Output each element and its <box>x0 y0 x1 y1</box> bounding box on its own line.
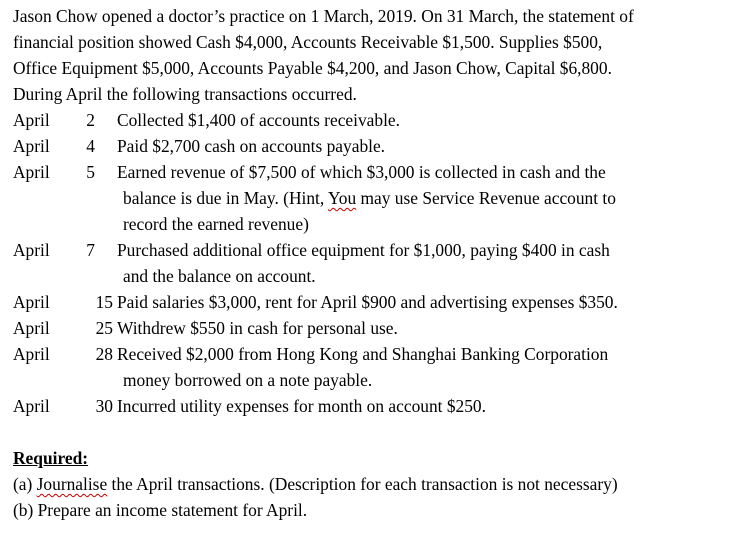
transaction-description: Collected $1,400 of accounts receivable. <box>117 110 400 130</box>
required-item-b: (b) Prepare an income statement for April. <box>13 500 308 520</box>
transaction-month: April <box>13 318 50 338</box>
intro-line-1: Jason Chow opened a doctor’s practice on 1 March, 2019. On 31 March, the statement of <box>13 6 634 26</box>
transaction-day: 7 <box>86 240 95 260</box>
transaction-description: Purchased additional office equipment for $1,000, paying $400 in cash <box>117 240 610 260</box>
required-heading: Required: <box>13 448 89 468</box>
transaction-description: Paid salaries $3,000, rent for April $900 and advertising expenses $350. <box>117 292 618 312</box>
transaction-description-continued: and the balance on account. <box>123 266 316 286</box>
transaction-description: Earned revenue of $7,500 of which $3,000 is collected in cash and the <box>117 162 606 182</box>
transaction-day: 5 <box>86 162 95 182</box>
transaction-april-15 <box>13 289 738 315</box>
transaction-april-2 <box>13 107 738 133</box>
transaction-april-4 <box>13 133 738 159</box>
transaction-day: 2 <box>86 110 95 130</box>
transaction-april-25 <box>13 315 738 341</box>
transaction-day: 25 <box>95 318 113 338</box>
transaction-month: April <box>13 240 50 260</box>
transaction-description: Incurred utility expenses for month on account $250. <box>117 396 486 416</box>
transaction-description: Received $2,000 from Hong Kong and Shanghai Banking Corporation <box>117 344 609 364</box>
intro-line-2: financial position showed Cash $4,000, Accounts Receivable $1,500. Supplies $500, <box>13 32 603 52</box>
transaction-month: April <box>13 110 50 130</box>
transaction-month: April <box>13 292 50 312</box>
document-body <box>13 3 738 523</box>
transaction-april-5 <box>13 159 738 237</box>
transaction-day: 15 <box>95 292 113 312</box>
spellcheck-word: Journalise <box>36 474 108 494</box>
transaction-description: Withdrew $550 in cash for personal use. <box>117 318 398 338</box>
transaction-april-7 <box>13 237 738 289</box>
transaction-day: 28 <box>95 344 113 364</box>
transaction-april-28 <box>13 341 738 393</box>
intro-line-3: Office Equipment $5,000, Accounts Payable $4,200, and Jason Chow, Capital $6,800. <box>13 58 612 78</box>
spacer <box>13 419 738 445</box>
intro-paragraph <box>13 3 738 107</box>
transaction-description: Paid $2,700 cash on accounts payable. <box>117 136 386 156</box>
transaction-month: April <box>13 136 50 156</box>
transaction-day: 4 <box>86 136 95 156</box>
transaction-day: 30 <box>95 396 113 416</box>
transaction-description-continued: record the earned revenue) <box>123 214 309 234</box>
required-item-a: (a) Journalise the April transactions. (Description for each transaction is not necessary) <box>13 474 618 494</box>
spellcheck-word: You <box>327 188 357 208</box>
transaction-april-30 <box>13 393 738 419</box>
transaction-month: April <box>13 162 50 182</box>
transaction-description-continued: money borrowed on a note payable. <box>123 370 373 390</box>
transaction-description-continued: balance is due in May. (Hint, You may use Service Revenue account to <box>123 188 616 208</box>
transaction-month: April <box>13 344 50 364</box>
intro-line-4: During April the following transactions occurred. <box>13 84 357 104</box>
required-section <box>13 445 738 523</box>
transaction-month: April <box>13 396 50 416</box>
